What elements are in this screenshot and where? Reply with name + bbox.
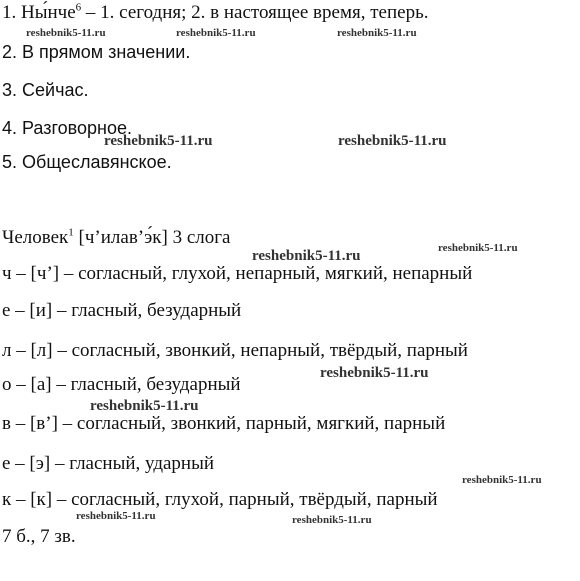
- phonetic-line-2: е – [и] – гласный, безударный: [2, 300, 242, 321]
- watermark: reshebnik5-11.ru: [438, 242, 518, 254]
- definition-3: 3. Сейчас.: [2, 80, 89, 100]
- phonetic-line-6: е – [э] – гласный, ударный: [2, 453, 215, 474]
- phonetic-line-7: к – [к] – согласный, глухой, парный, твёрдый, парный: [2, 489, 438, 510]
- definition-2: 2. В прямом значении.: [2, 42, 191, 62]
- watermark: reshebnik5-11.ru: [90, 398, 199, 414]
- phonetic-line-3: л – [л] – согласный, звонкий, непарный, твёрдый, парный: [2, 340, 468, 361]
- watermark: reshebnik5-11.ru: [252, 248, 361, 264]
- watermark: reshebnik5-11.ru: [104, 133, 213, 149]
- watermark: reshebnik5-11.ru: [292, 514, 372, 526]
- phonetic-line-1: ч – [ч’] – согласный, глухой, непарный, мягкий, непарный: [2, 263, 473, 284]
- definition-1-word: 1. Ны́нче: [2, 2, 76, 23]
- watermark: reshebnik5-11.ru: [26, 27, 106, 39]
- definition-1: [2, 2, 428, 24]
- definition-4: 4. Разговорное.: [2, 118, 133, 138]
- definition-1-footnote: 6: [75, 1, 82, 14]
- watermark: reshebnik5-11.ru: [337, 27, 417, 39]
- definition-1-text: – 1. сегодня; 2. в настоящее время, теперь.: [81, 2, 429, 23]
- watermark: reshebnik5-11.ru: [76, 510, 156, 522]
- definition-5: 5. Общеславянское.: [2, 152, 172, 172]
- phonetic-line-5: в – [в’] – согласный, звонкий, парный, мягкий, парный: [2, 413, 446, 434]
- phonetic-word-footnote: 1: [68, 226, 74, 239]
- watermark: reshebnik5-11.ru: [176, 27, 256, 39]
- phonetic-summary: 7 б., 7 зв.: [2, 526, 76, 547]
- phonetic-header: [2, 227, 231, 249]
- watermark: reshebnik5-11.ru: [462, 474, 542, 486]
- watermark: reshebnik5-11.ru: [338, 133, 447, 149]
- phonetic-line-4: о – [а] – гласный, безударный: [2, 374, 241, 395]
- phonetic-transcription: [ч’илав’э́к] 3 слога: [73, 227, 231, 248]
- watermark: reshebnik5-11.ru: [320, 365, 429, 381]
- phonetic-word: Человек: [2, 227, 69, 248]
